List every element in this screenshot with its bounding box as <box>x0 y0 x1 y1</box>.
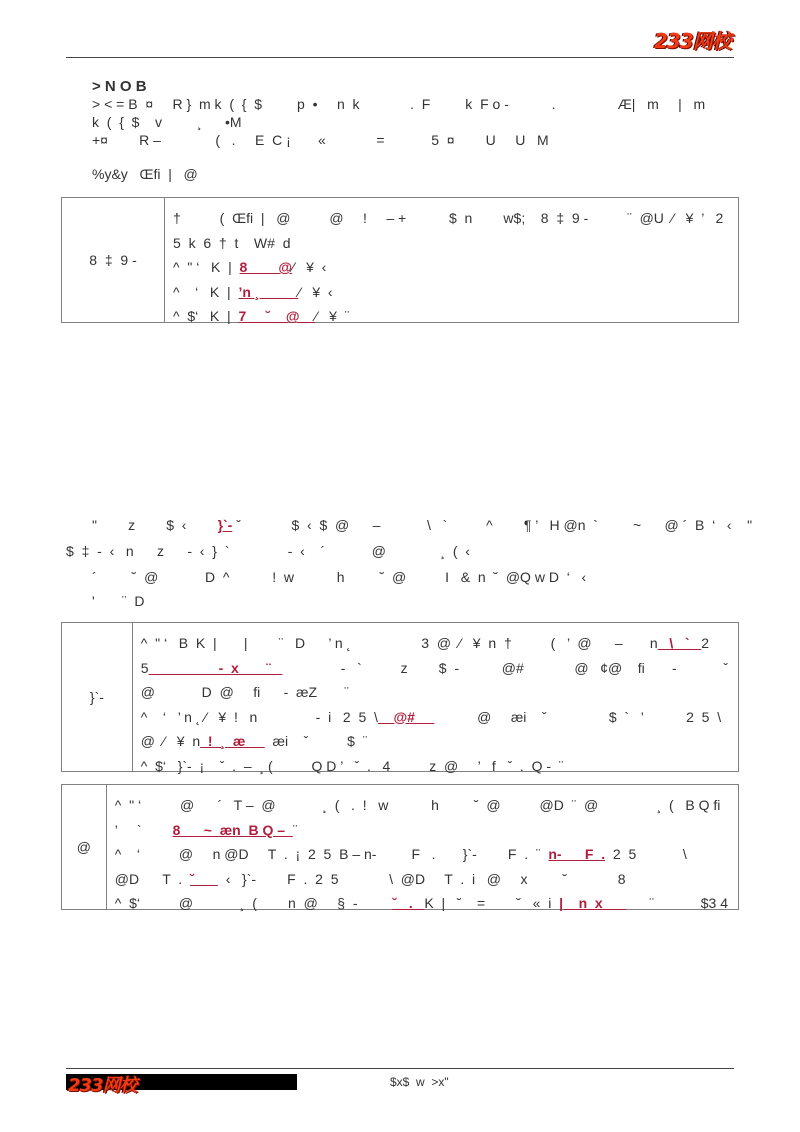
box-3-label: @ <box>62 785 107 909</box>
intro-line-2: > < = B ¤ R } m k ( { $ p • n k . F k F o - . Æ| m | m <box>92 96 706 112</box>
highlight-answer: ! ¸ æ <box>200 733 265 749</box>
explanation-box-2 <box>61 622 739 772</box>
header-rule <box>66 57 734 58</box>
highlight-term: }`- <box>217 517 233 533</box>
highlight-answer: 8 ~ æn B Q – <box>172 821 293 838</box>
brand-logo-bottom: 233网校 <box>68 1075 137 1096</box>
box-1-line: 5 k 6 † t W# d <box>173 234 291 251</box>
box-1-line: † ( Œfi | @ @ ! – + $ n w$; 8 ‡ 9 - ¨ @U ⁄ ¥ ’ 2 <box>173 210 724 226</box>
highlight-answer: @# <box>377 708 435 725</box>
box-2-label: }`- <box>62 623 133 771</box>
highlight-answer: n- F . <box>548 846 606 862</box>
box-1-line: ^ " ‘ K | 8 @⁄ ¥ ‹ <box>173 259 327 275</box>
brand-logo-top: 233网校 <box>654 29 731 53</box>
box-3-line: ’ ` 8 ~ æn B Q – ¨ <box>114 821 298 838</box>
highlight-answer: \ ` <box>657 635 702 651</box>
intro-line-4: +¤ R – ( . E C ¡ « = 5 ¤ U U M <box>92 132 549 148</box>
intro-line-3: k ( { $ v ¸ •M <box>92 114 242 130</box>
paragraph-line: $ ‡ - ‹ n z - ‹ } ` - ‹ ´ @ ¸ ( ‹ <box>66 543 470 559</box>
explanation-box-1 <box>61 197 739 323</box>
box-2-line: ^ " ‘ B K | | ¨ D ’ n ˛ 3 @ ⁄ ¥ n † ( ’ @ – n \ ` 2 <box>140 635 710 651</box>
box-1-body <box>165 198 738 322</box>
box-2-line: @ ⁄ ¥ n ! ¸ æ æi ˇ $ ¨ <box>140 733 368 749</box>
intro-heading: > N O B <box>92 78 147 95</box>
box-3-body <box>107 785 738 909</box>
box-2-line: @ D @ fi - æZ ¨ <box>140 684 349 700</box>
highlight-answer: 7 ˘ @ <box>238 308 316 324</box>
footer-rule <box>66 1068 734 1069</box>
paragraph-line: ' ¨ D <box>92 593 145 609</box>
highlight-answer: | n x <box>559 895 627 911</box>
box-2-line: ^ ‘ ’ n ˛ ⁄ ¥ ! n - i 2 5 \ @# @ æi ˇ $ ` ’ 2 5 \ <box>140 708 722 725</box>
box-3-line: ^ ‘ @ n @D T . ¡ 2 5 B – n- F . }`- F . ¨ n- F . 2 5 \ <box>114 846 687 862</box>
highlight-answer: ’n ¸ <box>238 283 299 300</box>
box-1-line: ^ ‘ K | ’n ¸ ⁄ ¥ ‹ <box>173 283 333 300</box>
highlight-answer: - x ¨ <box>148 659 283 676</box>
paragraph-line: " z $ ‹ }`- ˇ $ ‹ $ @ – \ ` ^ ¶ ’ H @n ` ~ @ ´ B ‘ ‹ " <box>92 517 753 533</box>
box-1-line: ^ $‘ K | 7 ˘ @ ⁄ ¥ ¨ <box>173 308 350 324</box>
box-2-body <box>133 623 738 774</box>
page-number: $x$ w >x" <box>390 1075 449 1089</box>
box-2-line: 5 - x ¨ - ` z $ - @# @ ¢@ fi - ˇ <box>140 659 728 676</box>
box-3-line: ^ " ‘ @ ´ T – @ ¸ ( . ! w h ˘ @ @D ¨ @ ¸ ( B Q fi <box>114 797 721 813</box>
highlight-answer: 8 @ <box>239 259 293 275</box>
box-1-label: 8 ‡ 9 - <box>62 198 165 322</box>
box-2-line: ^ $‘ }`- ¡ ˇ . – ¸ ( Q D ’ ˇ . 4 z @ ’ f ˇ . Q - ¨ <box>140 757 564 774</box>
highlight-answer: ˘ . <box>392 895 425 911</box>
explanation-box-3 <box>61 784 739 910</box>
paragraph-line: ´ ˘ @ D ^ ! w h ˘ @ I & n ˘ @Q w D ‘ ‹ <box>92 569 587 585</box>
highlight-answer: ˘ <box>189 870 218 887</box>
section-title: %y&y Œfi | @ <box>92 166 198 182</box>
box-3-line: ^ $‘ @ ¸ ( n @ § - ˘ . K | ˘ = ˘ « i | n x ¨ $3 4 <box>114 895 728 911</box>
box-3-line: @D T . ˘ ‹ }`- F . 2 5 \ @D T . i @ x ˘ 8 <box>114 870 626 887</box>
